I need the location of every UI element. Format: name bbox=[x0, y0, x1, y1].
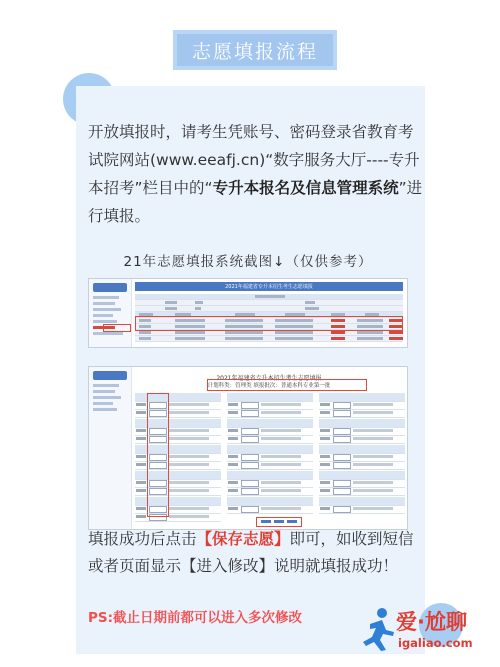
outro-paragraph bbox=[88, 526, 424, 580]
logo bbox=[93, 371, 127, 380]
system-header: 2021年福建省专升本招生考生志愿填报 bbox=[225, 284, 313, 290]
logo bbox=[93, 283, 127, 292]
sidebar bbox=[89, 279, 132, 347]
sidebar-item bbox=[93, 302, 115, 305]
sidebar-item bbox=[93, 314, 113, 317]
system-screenshot-list bbox=[88, 278, 408, 348]
sidebar-item bbox=[93, 332, 123, 335]
intro-paragraph bbox=[88, 118, 424, 230]
table-row bbox=[135, 336, 403, 342]
highlight-box bbox=[207, 379, 367, 391]
highlight-box bbox=[103, 324, 131, 332]
system-subheader: 计划科类：管理类 填报批次：普通本科专业第一批 bbox=[207, 383, 331, 389]
outro-text: 填报成功后点击 bbox=[88, 530, 197, 548]
system-header: 2021年福建省专升本招生考生志愿填报 bbox=[216, 375, 322, 382]
sidebar-item bbox=[93, 384, 119, 387]
save-volunteer-label: 【保存志愿】 bbox=[196, 530, 290, 548]
watermark-url: igaliao.com bbox=[398, 636, 473, 650]
page-title: 志愿填报流程 bbox=[177, 34, 333, 66]
outro-text-end: 即可，如收到短信或者页面显示【进入修改】说明就填报成功！ bbox=[88, 530, 414, 575]
runner-icon bbox=[360, 606, 394, 652]
title-banner bbox=[173, 30, 337, 70]
screenshot-caption: 21年志愿填报系统截图↓（仅供参考） bbox=[123, 254, 373, 270]
highlight-box bbox=[135, 316, 403, 331]
system-name: 专升本报名及信息管理系统 bbox=[212, 179, 399, 197]
intro-text: 开放填报时，请考生凭账号、密码登录省教育考试院网站(www.eeafj.cn)“数字服务大厅----专升本招考”栏目中的“ bbox=[88, 123, 420, 197]
sidebar bbox=[89, 367, 132, 529]
sidebar-item bbox=[93, 402, 113, 405]
sidebar-item bbox=[93, 396, 121, 399]
watermark bbox=[360, 604, 496, 660]
ps-note: PS:截止日期前都可以进入多次修改 bbox=[88, 610, 303, 626]
sidebar-item bbox=[93, 390, 115, 393]
watermark-brand: 爱·尬聊 bbox=[396, 610, 467, 634]
sidebar-item bbox=[93, 308, 121, 311]
sidebar-item bbox=[93, 408, 117, 411]
sidebar-item bbox=[93, 320, 117, 323]
highlight-box bbox=[147, 393, 169, 517]
intro-text-end: ”进行填报。 bbox=[88, 179, 423, 225]
sidebar-item bbox=[93, 296, 119, 299]
system-screenshot-form bbox=[88, 366, 408, 530]
